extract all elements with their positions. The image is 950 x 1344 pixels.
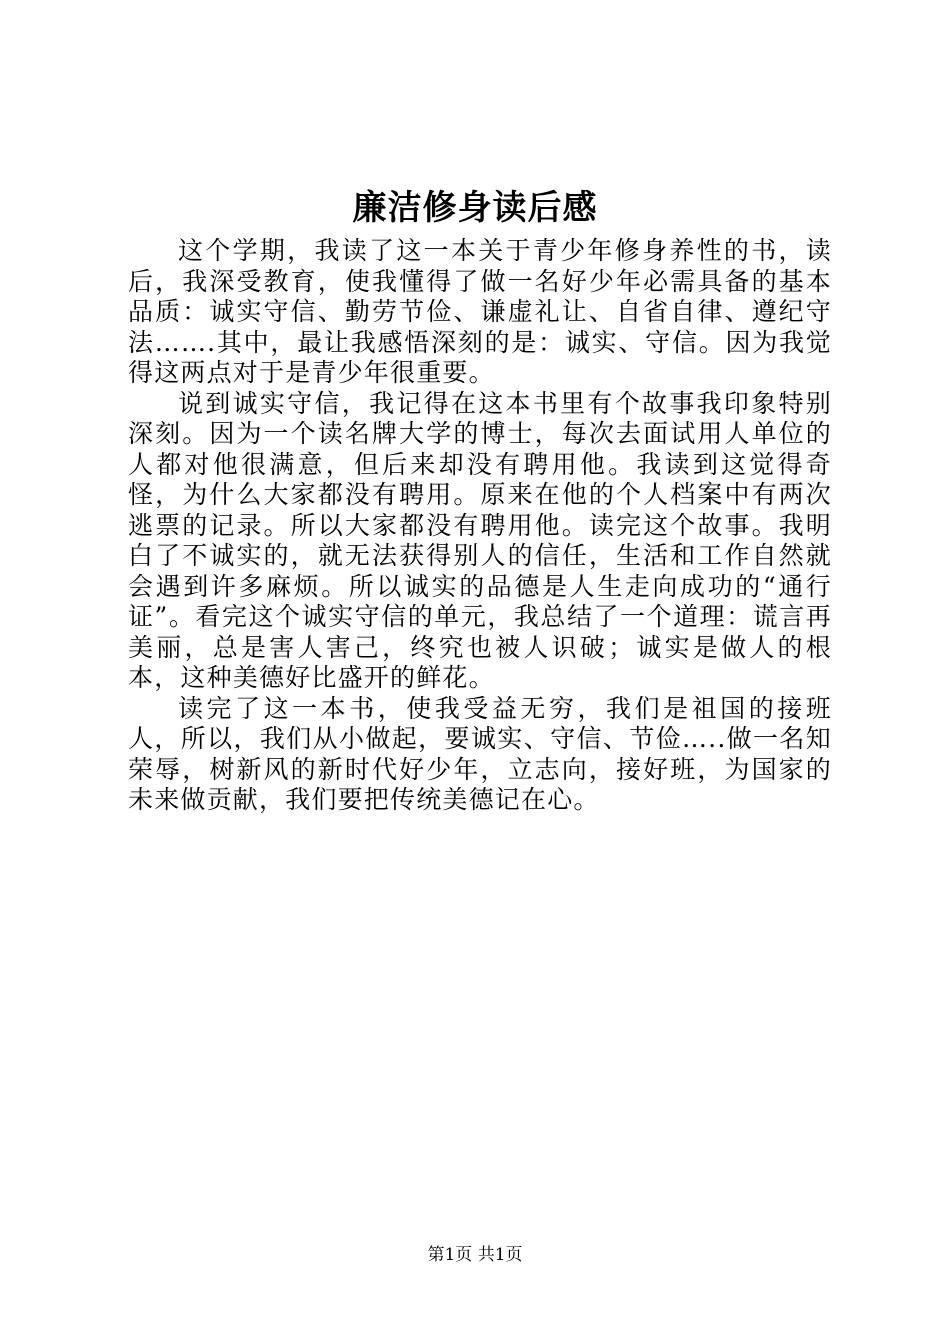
page-number-footer: 第1页 共1页 bbox=[427, 1245, 523, 1265]
document-title: 廉洁修身读后感 bbox=[352, 188, 598, 228]
paragraph-3: 读完了这一本书，使我受益无穷，我们是祖国的接班人，所以，我们从小做起，要诚实、守信、节俭…..做一名知荣辱，树新风的新时代好少年，立志向，接好班，为国家的未来做贡献，我们要把传统美德记在心。 bbox=[128, 693, 832, 814]
document-body bbox=[128, 236, 832, 816]
paragraph-1: 这个学期，我读了这一本关于青少年修身养性的书，读后，我深受教育，使我懂得了做一名好少年必需具备的基本品质：诚实守信、勤劳节俭、谦虚礼让、自省自律、遵纪守法…….其中，最让我感悟深刻的是：诚实、守信。因为我觉得这两点对于是青少年很重要。 bbox=[128, 236, 832, 387]
paragraph-2: 说到诚实守信，我记得在这本书里有个故事我印象特别深刻。因为一个读名牌大学的博士，每次去面试用人单位的人都对他很满意，但后来却没有聘用他。我读到这觉得奇怪，为什么大家都没有聘用。原来在他的个人档案中有两次逃票的记录。所以大家都没有聘用他。读完这个故事。我明白了不诚实的，就无法获得别人的信任，生活和工作自然就会遇到许多麻烦。所以诚实的品德是人生走向成功的“通行证”。看完这个诚实守信的单元，我总结了一个道理：谎言再美丽，总是害人害己，终究也被人识破；诚实是做人的根本，这种美德好比盛开的鲜花。 bbox=[128, 388, 832, 692]
